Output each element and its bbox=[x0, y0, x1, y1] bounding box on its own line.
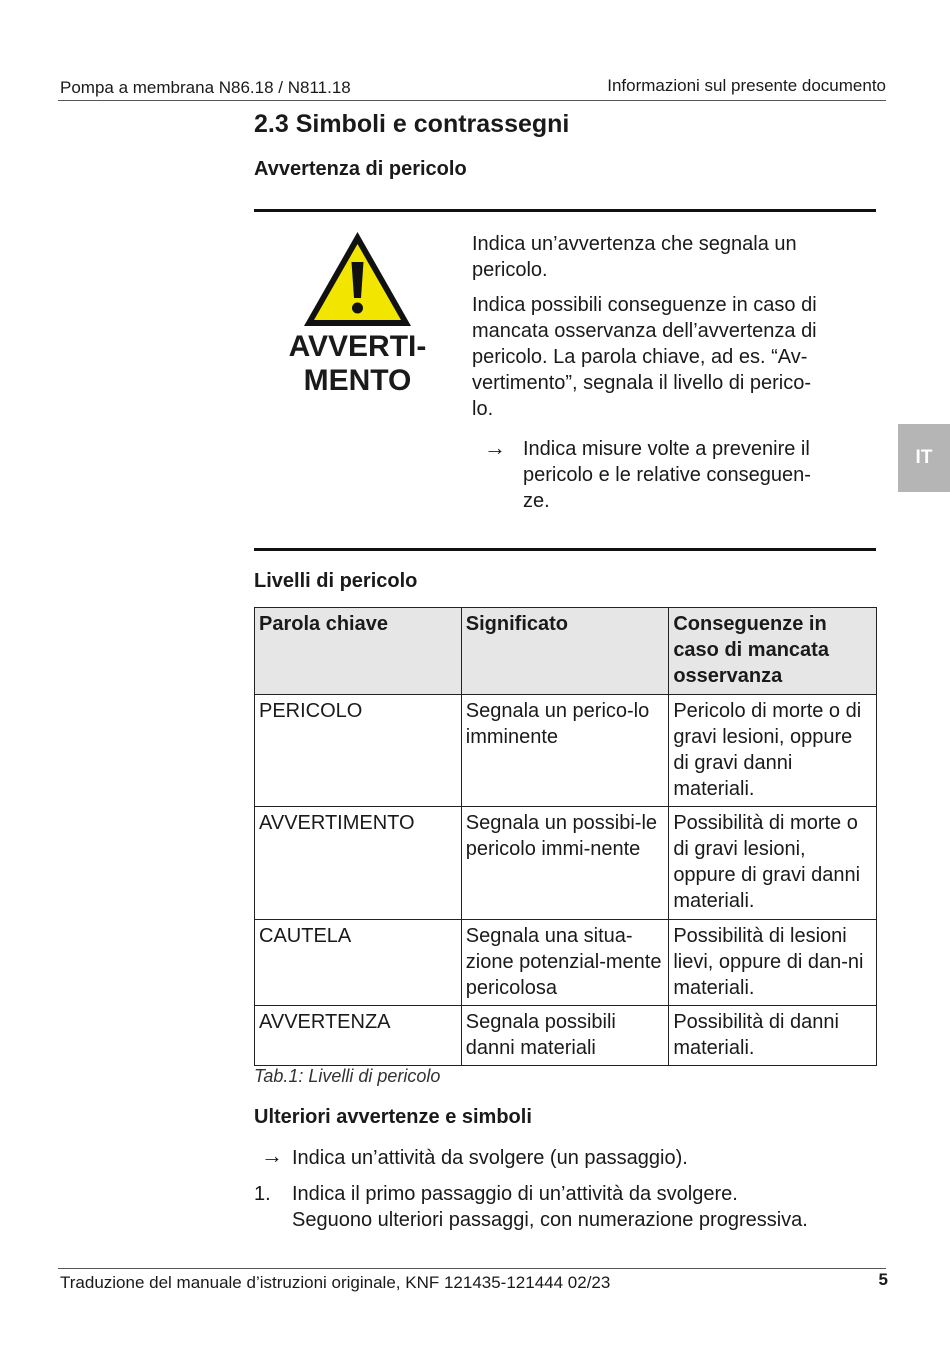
header-keyword: Parola chiave bbox=[255, 608, 462, 695]
warning-text-2 bbox=[472, 292, 817, 422]
text-line: Indica misure volte a prevenire il bbox=[523, 438, 810, 460]
language-tab-it: IT bbox=[898, 424, 950, 492]
footer-manual-reference: Traduzione del manuale d’istruzioni originale, KNF 121435-121444 02/23 bbox=[60, 1273, 611, 1292]
table-row bbox=[255, 695, 877, 807]
signal-word bbox=[270, 330, 445, 398]
arrow-right-icon: → bbox=[484, 435, 506, 460]
text-line: Seguono ulteriori passaggi, con numerazione progressiva. bbox=[292, 1209, 808, 1231]
danger-levels-table bbox=[254, 607, 877, 1066]
cell-keyword: AVVERTENZA bbox=[255, 1006, 462, 1066]
cell-meaning: Segnala una situa-zione potenzial-mente pericolosa bbox=[461, 920, 669, 1006]
table-row bbox=[255, 807, 877, 920]
arrow-right-icon: → bbox=[261, 1143, 283, 1168]
text-line: lo. bbox=[472, 398, 494, 420]
page-number: 5 bbox=[878, 1270, 888, 1289]
cell-keyword: CAUTELA bbox=[255, 920, 462, 1006]
signal-word-line1: AVVERTI- bbox=[288, 330, 427, 363]
warning-top-rule bbox=[254, 209, 876, 212]
text-line: pericolo. bbox=[472, 259, 548, 281]
cell-meaning: Segnala un possibi-le pericolo immi-nente bbox=[461, 807, 669, 920]
numbered-step-label: 1. bbox=[254, 1183, 271, 1205]
cell-meaning: Segnala un perico-lo imminente bbox=[461, 695, 669, 807]
warning-text-1 bbox=[472, 231, 797, 283]
numbered-step-text bbox=[292, 1181, 808, 1233]
header-chapter-title: Informazioni sul presente documento bbox=[607, 76, 886, 95]
text-line: Indica un’avvertenza che segnala un bbox=[472, 233, 797, 255]
text-line: Indica il primo passaggio di un’attività da svolgere. bbox=[292, 1183, 738, 1205]
warning-triangle-icon bbox=[300, 228, 415, 330]
cell-consequences: Possibilità di danni materiali. bbox=[669, 1006, 877, 1066]
cell-consequences: Possibilità di lesioni lievi, oppure di dan-ni materiali. bbox=[669, 920, 877, 1006]
further-subtitle: Ulteriori avvertenze e simboli bbox=[254, 1106, 532, 1128]
cell-meaning: Segnala possibili danni materiali bbox=[461, 1006, 669, 1066]
table-row bbox=[255, 920, 877, 1006]
signal-word-line2: MENTO bbox=[303, 364, 412, 397]
text-line: mancata osservanza dell’avvertenza di bbox=[472, 320, 817, 342]
text-line: pericolo. La parola chiave, ad es. “Av- bbox=[472, 346, 808, 368]
header-consequences: Conseguenze in caso di mancata osservanza bbox=[669, 608, 877, 695]
header-divider bbox=[58, 100, 886, 101]
section-title: 2.3 Simboli e contrassegni bbox=[254, 110, 570, 138]
footer-divider bbox=[58, 1268, 886, 1269]
cell-keyword: AVVERTIMENTO bbox=[255, 807, 462, 920]
text-line: pericolo e le relative conseguen- bbox=[523, 464, 811, 486]
levels-subtitle: Livelli di pericolo bbox=[254, 570, 418, 592]
text-line: vertimento”, segnala il livello di perico- bbox=[472, 372, 812, 394]
cell-consequences: Possibilità di morte o di gravi lesioni, oppure di gravi danni materiali. bbox=[669, 807, 877, 920]
cell-consequences: Pericolo di morte o di gravi lesioni, oppure di gravi danni materiali. bbox=[669, 695, 877, 807]
warning-bottom-rule bbox=[254, 548, 876, 551]
table-row bbox=[255, 1006, 877, 1066]
step-instruction-text: Indica un’attività da svolgere (un passaggio). bbox=[292, 1147, 688, 1169]
text-line: ze. bbox=[523, 490, 550, 512]
table-header-row bbox=[255, 608, 877, 695]
header-document-title: Pompa a membrana N86.18 / N811.18 bbox=[60, 78, 351, 97]
table-caption: Tab.1: Livelli di pericolo bbox=[254, 1066, 441, 1086]
warning-text-3 bbox=[523, 436, 811, 514]
cell-keyword: PERICOLO bbox=[255, 695, 462, 807]
header-meaning: Significato bbox=[461, 608, 669, 695]
warning-subtitle: Avvertenza di pericolo bbox=[254, 158, 467, 180]
text-line: Indica possibili conseguenze in caso di bbox=[472, 294, 817, 316]
